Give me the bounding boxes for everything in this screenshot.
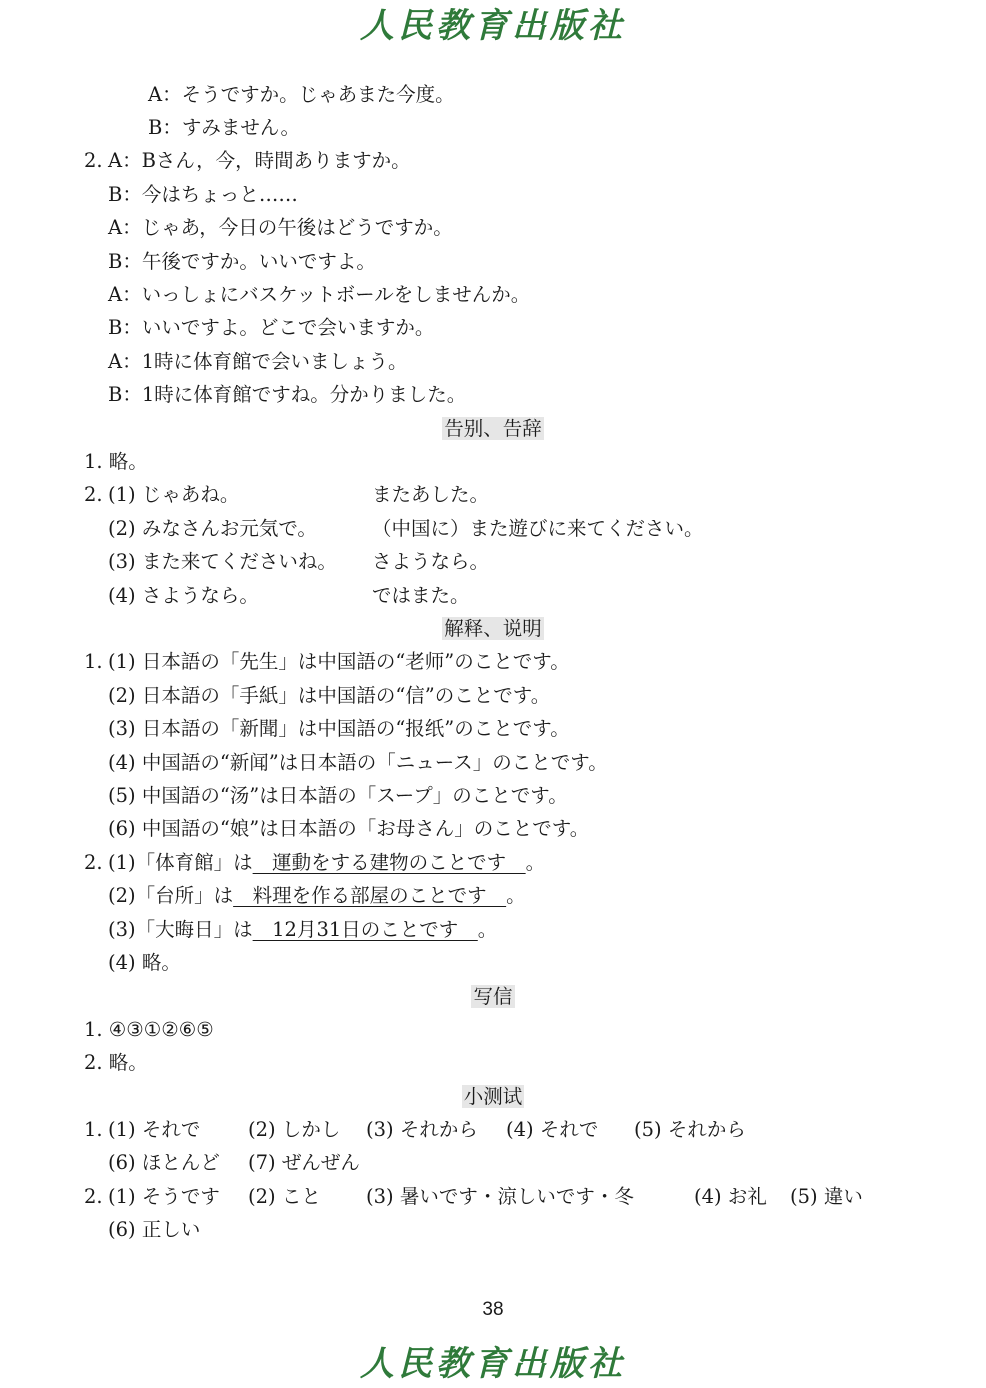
quiz-answer: (2) こと bbox=[248, 1185, 321, 1208]
dialogue-line: B：1時に体育館ですね。分かりました。 bbox=[108, 383, 467, 406]
pair-left: (1) じゃあね。 bbox=[108, 483, 240, 506]
dialogue-line: B：午後ですか。いいですよ。 bbox=[108, 250, 376, 273]
quiz-answer: (1) それで bbox=[108, 1118, 201, 1141]
quiz-answer: (1) そうです bbox=[108, 1185, 220, 1208]
fill-in-line: (1)「体育館」は 運動をする建物のことです 。 bbox=[108, 851, 546, 874]
quiz-answer: (3) 暑いです・涼しいです・冬 bbox=[366, 1185, 634, 1208]
dialogue-line: A：1時に体育館で会いましょう。 bbox=[108, 350, 408, 373]
pair-right: ではまた。 bbox=[372, 584, 470, 607]
dialogue-line: A：じゃあ，今日の午後はどうですか。 bbox=[108, 216, 453, 239]
section-heading-farewell: 告别、告辞 bbox=[444, 417, 542, 440]
item-number: 2. bbox=[84, 1185, 103, 1208]
answer-line: (3) 日本語の「新聞」は中国語の“报纸”のことです。 bbox=[108, 717, 570, 740]
answer-line: (4) 中国語の“新闻”は日本語の「ニュース」のことです。 bbox=[108, 751, 608, 774]
answer-line: 1. ④③①②⑥⑤ bbox=[84, 1018, 214, 1041]
quiz-answer: (5) それから bbox=[634, 1118, 746, 1141]
pair-right: またあした。 bbox=[372, 483, 490, 506]
dialogue-line: A：そうですか。じゃあまた今度。 bbox=[148, 83, 455, 106]
quiz-answer: (3) それから bbox=[366, 1118, 478, 1141]
quiz-answer: (6) 正しい bbox=[108, 1218, 201, 1241]
dialogue-line: A：Bさん，今，時間ありますか。 bbox=[108, 149, 411, 172]
answer-line: (5) 中国語の“汤”は日本語の「スープ」のことです。 bbox=[108, 784, 568, 807]
fill-in-answer: 料理を作る部屋のことです bbox=[233, 884, 507, 907]
item-number: 1. bbox=[84, 1118, 103, 1141]
item-number: 2. bbox=[84, 149, 103, 172]
answer-line: (6) 中国語の“娘”は日本語の「お母さん」のことです。 bbox=[108, 817, 590, 840]
quiz-answer: (5) 違い bbox=[790, 1185, 863, 1208]
answer-line: 1. 略。 bbox=[84, 450, 148, 473]
publisher-logo-bottom: 人民教育出版社 bbox=[360, 1344, 626, 1384]
section-heading-quiz: 小测试 bbox=[463, 1085, 523, 1108]
page-number: 38 bbox=[482, 1299, 504, 1320]
fill-in-line: (2)「台所」は 料理を作る部屋のことです 。 bbox=[108, 884, 526, 907]
item-number: 1. bbox=[84, 650, 103, 673]
answer-line: 2. 略。 bbox=[84, 1051, 148, 1074]
answer-line: (2) 日本語の「手紙」は中国語の“信”のことです。 bbox=[108, 684, 551, 707]
pair-left: (3) また来てくださいね。 bbox=[108, 550, 337, 573]
quiz-answer: (6) ほとんど bbox=[108, 1151, 220, 1174]
dialogue-line: B：いいですよ。どこで会いますか。 bbox=[108, 316, 435, 339]
pair-left: (2) みなさんお元気で。 bbox=[108, 517, 317, 540]
pair-right: さようなら。 bbox=[372, 550, 490, 573]
fill-in-answer: 12月31日のことです bbox=[252, 918, 478, 941]
dialogue-line: A：いっしょにバスケットボールをしませんか。 bbox=[108, 283, 531, 306]
item-number: 2. bbox=[84, 851, 103, 874]
fill-in-answer: 運動をする建物のことです bbox=[252, 851, 526, 874]
section-heading-explain: 解释、说明 bbox=[444, 617, 542, 640]
pair-right: （中国に）また遊びに来てください。 bbox=[372, 517, 704, 540]
quiz-answer: (7) ぜんぜん bbox=[248, 1151, 360, 1174]
publisher-logo-top: 人民教育出版社 bbox=[360, 6, 626, 46]
fill-in-line: (3)「大晦日」は 12月31日のことです 。 bbox=[108, 918, 498, 941]
dialogue-line: B：今はちょっと…… bbox=[108, 183, 298, 206]
answer-line: (1) 日本語の「先生」は中国語の“老师”のことです。 bbox=[108, 650, 570, 673]
pair-left: (4) さようなら。 bbox=[108, 584, 259, 607]
dialogue-line: B：すみません。 bbox=[148, 116, 300, 139]
answer-line: (4) 略。 bbox=[108, 951, 181, 974]
quiz-answer: (4) それで bbox=[506, 1118, 599, 1141]
quiz-answer: (4) お礼 bbox=[694, 1185, 767, 1208]
section-heading-letter: 写信 bbox=[473, 985, 513, 1008]
item-number: 2. bbox=[84, 483, 103, 506]
quiz-answer: (2) しかし bbox=[248, 1118, 341, 1141]
